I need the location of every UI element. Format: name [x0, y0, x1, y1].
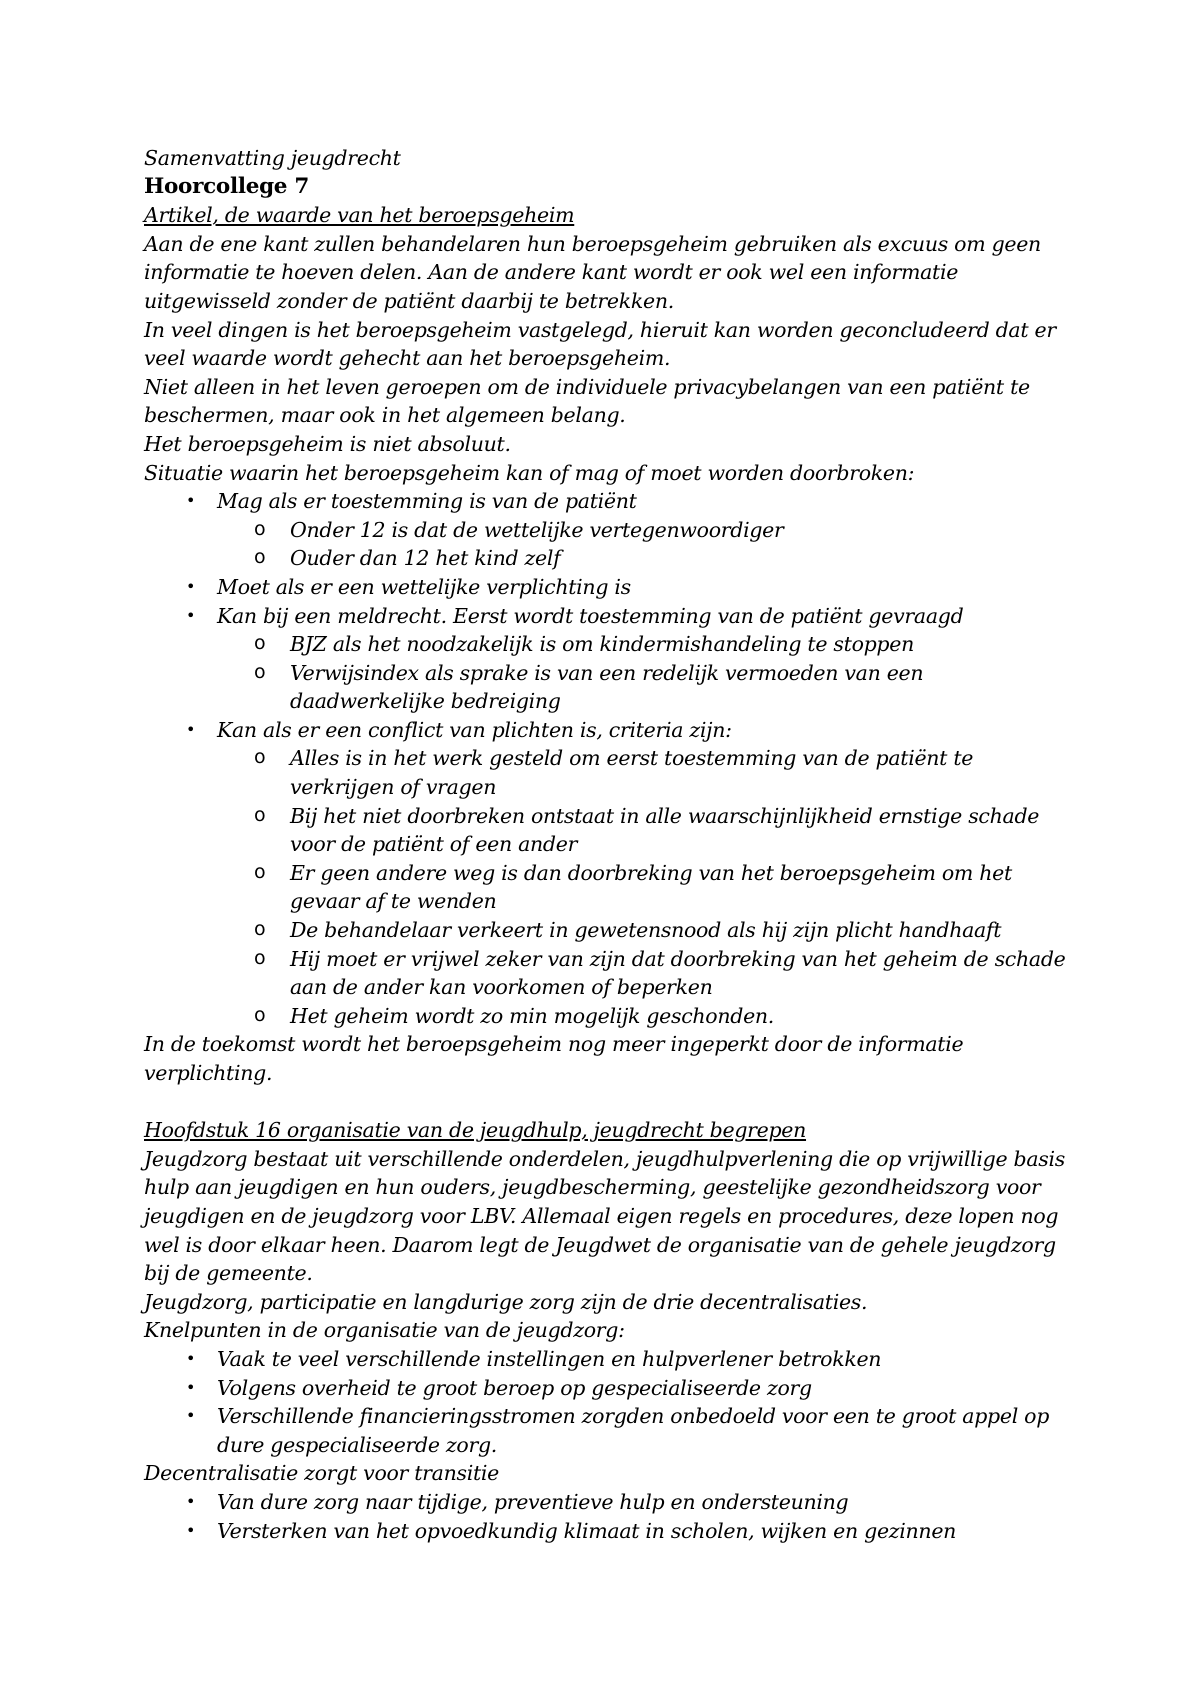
list-item: • Volgens overheid te groot beroep op gespecialiseerde zorg: [144, 1374, 1074, 1403]
sub-list-item: o Bij het niet doorbreken ontstaat in alle waarschijnlijkheid ernstige schade voor de patiënt of een ander: [144, 802, 1074, 859]
text-line: Knelpunten in de organisatie van de jeugdzorg:: [144, 1318, 625, 1343]
text-line: wel is door elkaar heen. Daarom legt de Jeugdwet de organisatie van de gehele jeugdzorg: [144, 1232, 1056, 1257]
sub-list-item: o Onder 12 is dat de wettelijke vertegenwoordiger: [144, 516, 1074, 545]
list-item: • Kan als er een conflict van plichten is, criteria zijn:: [144, 716, 1074, 745]
sub-bullet-icon: o: [254, 803, 266, 826]
sub-bullet-icon: o: [254, 746, 266, 769]
paragraph: [144, 230, 1074, 316]
sub-bullet-icon: o: [254, 946, 266, 969]
text-line: In veel dingen is het beroepsgeheim vastgelegd, hieruit kan worden geconcludeerd dat er: [144, 317, 1056, 342]
text-line: beschermen, maar ook in het algemeen belang.: [144, 403, 626, 428]
sub-list-item: o De behandelaar verkeert in gewetensnood als hij zijn plicht handhaaft: [144, 916, 1074, 945]
sub-bullet-icon: o: [254, 918, 266, 941]
sub-list-item: o Er geen andere weg is dan doorbreking van het beroepsgeheim om het gevaar af te wenden: [144, 859, 1074, 916]
bullet-icon: •: [186, 1520, 196, 1540]
sub-list-item: o Ouder dan 12 het kind zelf: [144, 544, 1074, 573]
bullet-icon: •: [186, 1406, 196, 1426]
list-item: • Van dure zorg naar tijdige, preventieve hulp en ondersteuning: [144, 1488, 1074, 1517]
sub-list-item: o Het geheim wordt zo min mogelijk geschonden.: [144, 1002, 1074, 1031]
text-line: Niet alleen in het leven geroepen om de individuele privacybelangen van een patiënt te: [144, 374, 1030, 399]
bullet-icon: •: [186, 1348, 196, 1368]
document-body: [144, 144, 1074, 1545]
text-line: jeugdigen en de jeugdzorg voor LBV. Allemaal eigen regels en procedures, deze lopen nog: [144, 1203, 1059, 1228]
list-item: • Versterken van het opvoedkundig klimaat in scholen, wijken en gezinnen: [144, 1517, 1074, 1546]
sub-list-item: o Alles is in het werk gesteld om eerst toestemming van de patiënt te verkrijgen of vragen: [144, 744, 1074, 801]
blank-line: [144, 1088, 1074, 1117]
bullet-list-transition: [144, 1488, 1074, 1545]
bullet-icon: •: [186, 1491, 196, 1511]
sub-bullet-icon: o: [254, 660, 266, 683]
text-line: In de toekomst wordt het beroepsgeheim nog meer ingeperkt door de informatie: [144, 1032, 964, 1057]
chapter-heading: Hoofdstuk 16 organisatie van de jeugdhulp, jeugdrecht begrepen: [144, 1118, 807, 1143]
text-line: Aan de ene kant zullen behandelaren hun beroepsgeheim gebruiken als excuus om geen: [144, 231, 1041, 256]
list-item: • Moet als er een wettelijke verplichting is: [144, 573, 1074, 602]
bullet-list-bottlenecks: [144, 1345, 1074, 1459]
text-line: informatie te hoeven delen. Aan de andere kant wordt er ook wel een informatie: [144, 260, 959, 285]
text-line: Decentralisatie zorgt voor transitie: [144, 1461, 500, 1486]
text-line: Jeugdzorg, participatie en langdurige zorg zijn de drie decentralisaties.: [144, 1289, 868, 1314]
bullet-icon: •: [186, 491, 196, 511]
bullet-list-situations: [144, 487, 1074, 1030]
list-item: • Vaak te veel verschillende instellingen en hulpverlener betrokken: [144, 1345, 1074, 1374]
text-line: uitgewisseld zonder de patiënt daarbij te betrekken.: [144, 288, 674, 313]
article-heading: Artikel, de waarde van het beroepsgeheim: [144, 203, 575, 228]
sub-list-item: o BJZ als het noodzakelijk is om kindermishandeling te stoppen: [144, 630, 1074, 659]
bullet-icon: •: [186, 719, 196, 739]
bullet-icon: •: [186, 1377, 196, 1397]
paragraph: [144, 1145, 1074, 1288]
paragraph: [144, 1030, 1074, 1087]
sub-bullet-icon: o: [254, 860, 266, 883]
document-title: Samenvatting jeugdrecht: [144, 146, 401, 170]
text-line: Jeugdzorg bestaat uit verschillende onderdelen, jeugdhulpverlening die op vrijwillige basis: [144, 1146, 1065, 1171]
text-line: veel waarde wordt gehecht aan het beroepsgeheim.: [144, 346, 671, 371]
sub-bullet-icon: o: [254, 1003, 266, 1026]
text-line: bij de gemeente.: [144, 1261, 313, 1286]
sub-bullet-icon: o: [254, 517, 266, 540]
paragraph: [144, 373, 1074, 430]
text-line: Het beroepsgeheim is niet absoluut.: [144, 431, 511, 456]
list-item: • Kan bij een meldrecht. Eerst wordt toestemming van de patiënt gevraagd: [144, 602, 1074, 631]
text-line: hulp aan jeugdigen en hun ouders, jeugdbescherming, geestelijke gezondheidszorg voor: [144, 1175, 1041, 1200]
bullet-icon: •: [186, 576, 196, 596]
sub-list-item: o Verwijsindex als sprake is van een redelijk vermoeden van een daadwerkelijke bedreiging: [144, 659, 1074, 716]
lecture-heading: Hoorcollege 7: [144, 173, 310, 199]
sub-bullet-icon: o: [254, 632, 266, 655]
text-line: Situatie waarin het beroepsgeheim kan of mag of moet worden doorbroken:: [144, 460, 915, 485]
sub-bullet-icon: o: [254, 546, 266, 569]
list-item: • Mag als er toestemming is van de patiënt: [144, 487, 1074, 516]
text-line: verplichting.: [144, 1061, 273, 1085]
bullet-icon: •: [186, 605, 196, 625]
sub-list-item: o Hij moet er vrijwel zeker van zijn dat doorbreking van het geheim de schade aan de ander kan voorkomen of beperken: [144, 945, 1074, 1002]
paragraph: [144, 316, 1074, 373]
list-item: • Verschillende financieringsstromen zorgden onbedoeld voor een te groot appel op dure gespecialiseerde zorg.: [186, 1404, 1050, 1457]
